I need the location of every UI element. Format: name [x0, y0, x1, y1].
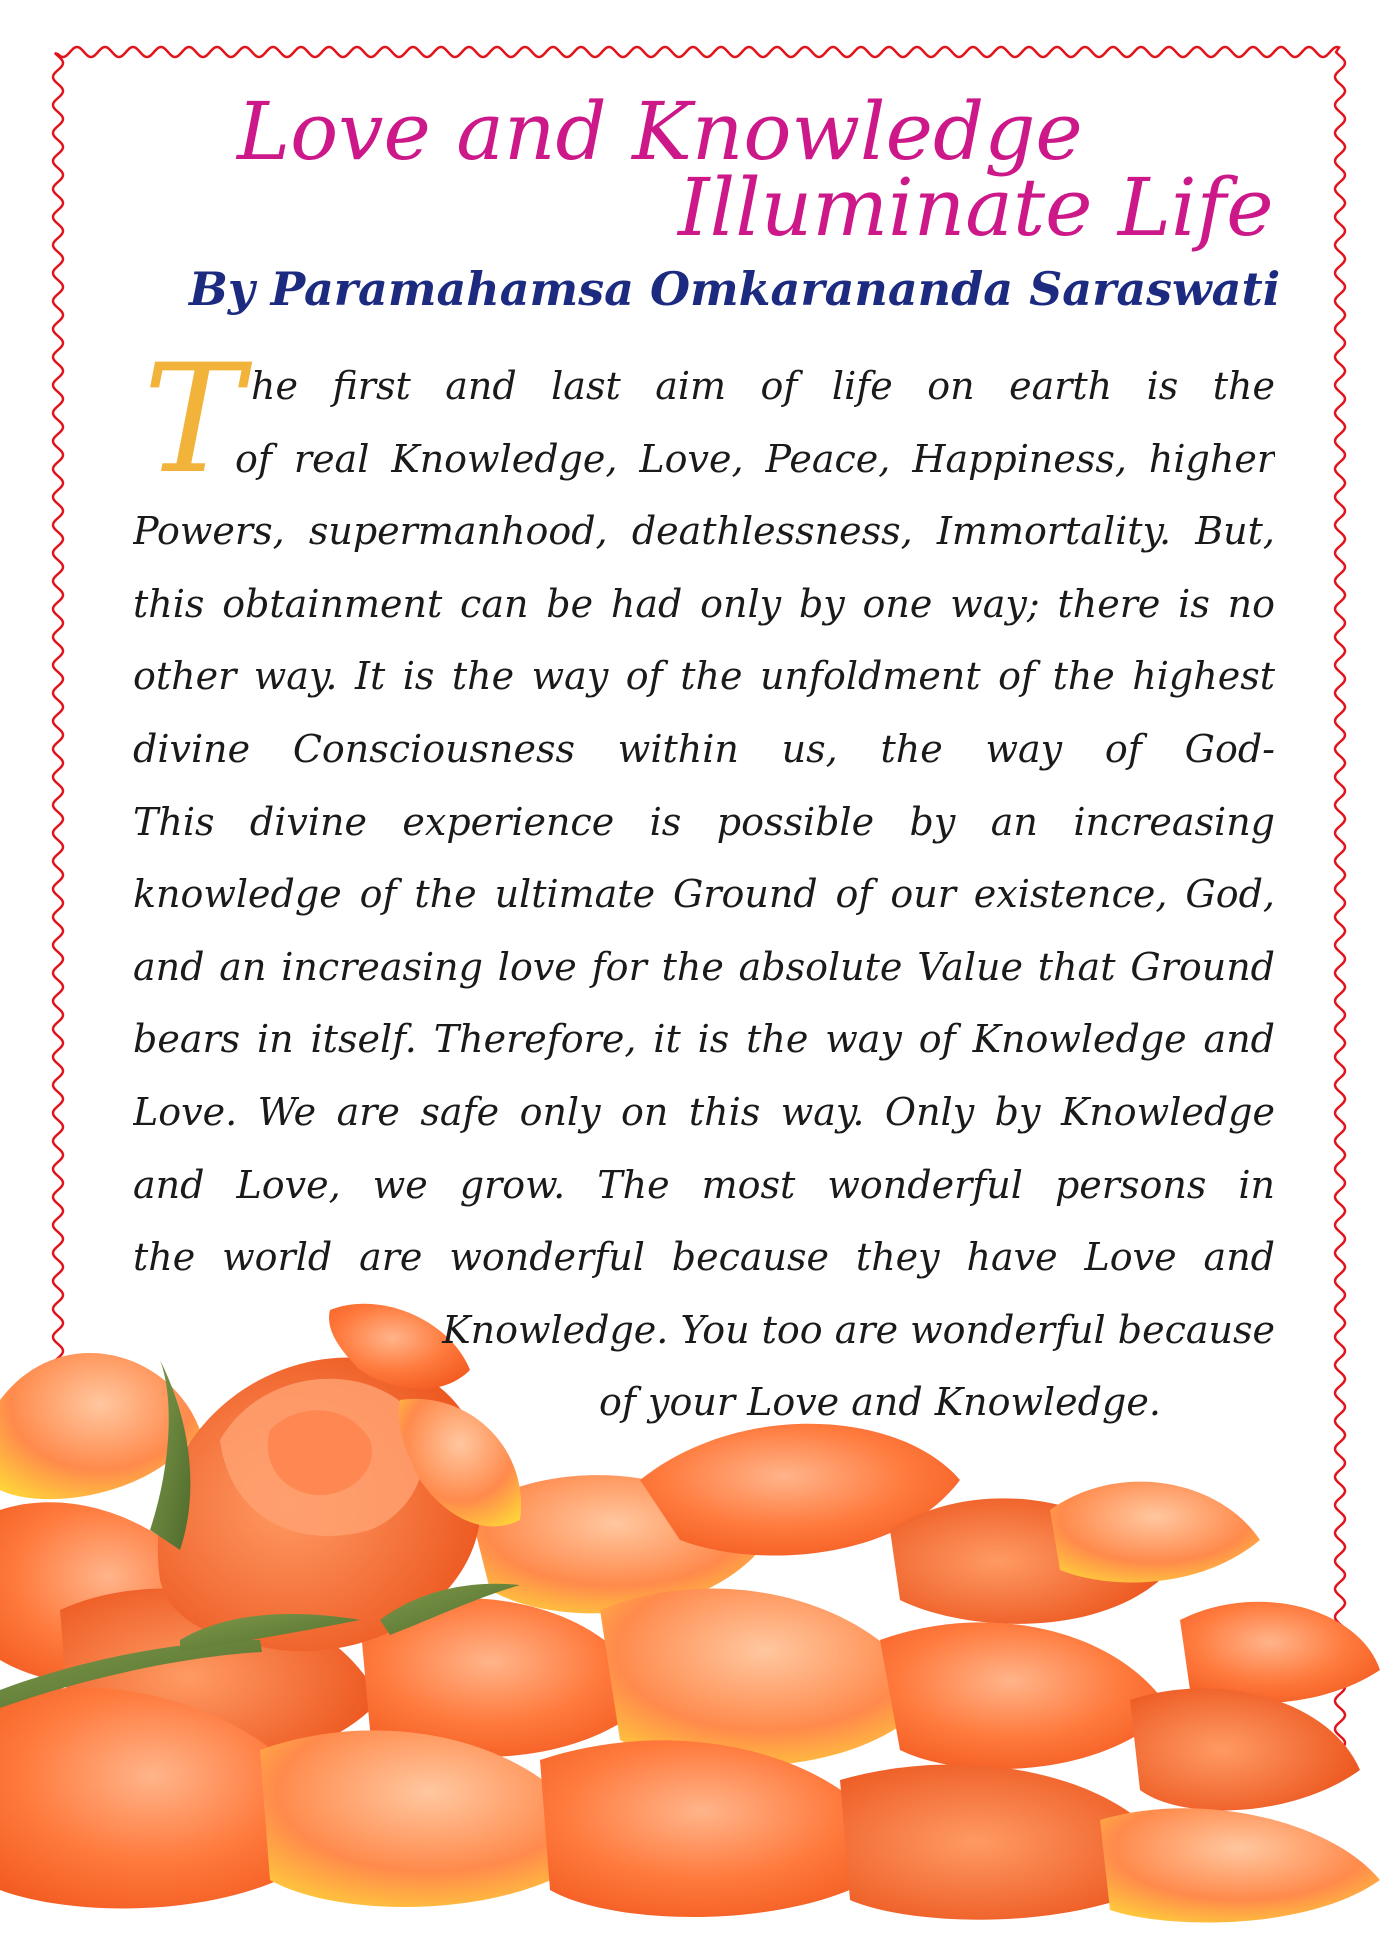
- paragraph-line: this obtainment can be had only by one way; there is no: [133, 581, 1275, 626]
- paragraph-line: knowledge of the ultimate Ground of our existence, God,: [133, 872, 1275, 917]
- paragraph-line: and Love, we grow. The most wonderful persons in: [133, 1162, 1275, 1207]
- paragraph-line: other way. It is the way of the unfoldment of the highest: [133, 654, 1275, 699]
- paragraph-line: Knowledge. You too are wonderful because: [442, 1307, 1275, 1352]
- body-paragraph: [133, 350, 1275, 1439]
- title-line-1: Love and Knowledge: [237, 85, 1083, 178]
- paragraph-line: Powers, supermanhood, deathlessness, Immortality. But,: [133, 509, 1275, 554]
- paragraph-line: and an increasing love for the absolute Value that Ground: [133, 944, 1275, 989]
- paragraph-line: of your Love and Knowledge.: [599, 1380, 1161, 1425]
- paragraph-line: he first and last aim of life on earth is the: [251, 364, 1275, 408]
- author-byline: By Paramahamsa Omkarananda Saraswati: [189, 262, 1281, 316]
- paragraph-line: divine Consciousness within us, the way of God-: [133, 726, 1275, 771]
- paragraph-line: Love. We are safe only on this way. Only by Knowledge: [133, 1089, 1275, 1134]
- paragraph-line: bears in itself. Therefore, it is the way of Knowledge and: [133, 1017, 1275, 1062]
- paragraph-line: the world are wonderful because they have Love and: [133, 1235, 1275, 1280]
- paragraph-line: This divine experience is possible by an increasing: [133, 799, 1275, 844]
- drop-cap: T: [143, 333, 244, 507]
- paragraph-line: of real Knowledge, Love, Peace, Happiness, higher: [235, 436, 1275, 481]
- title-line-2: Illuminate Life: [678, 161, 1274, 254]
